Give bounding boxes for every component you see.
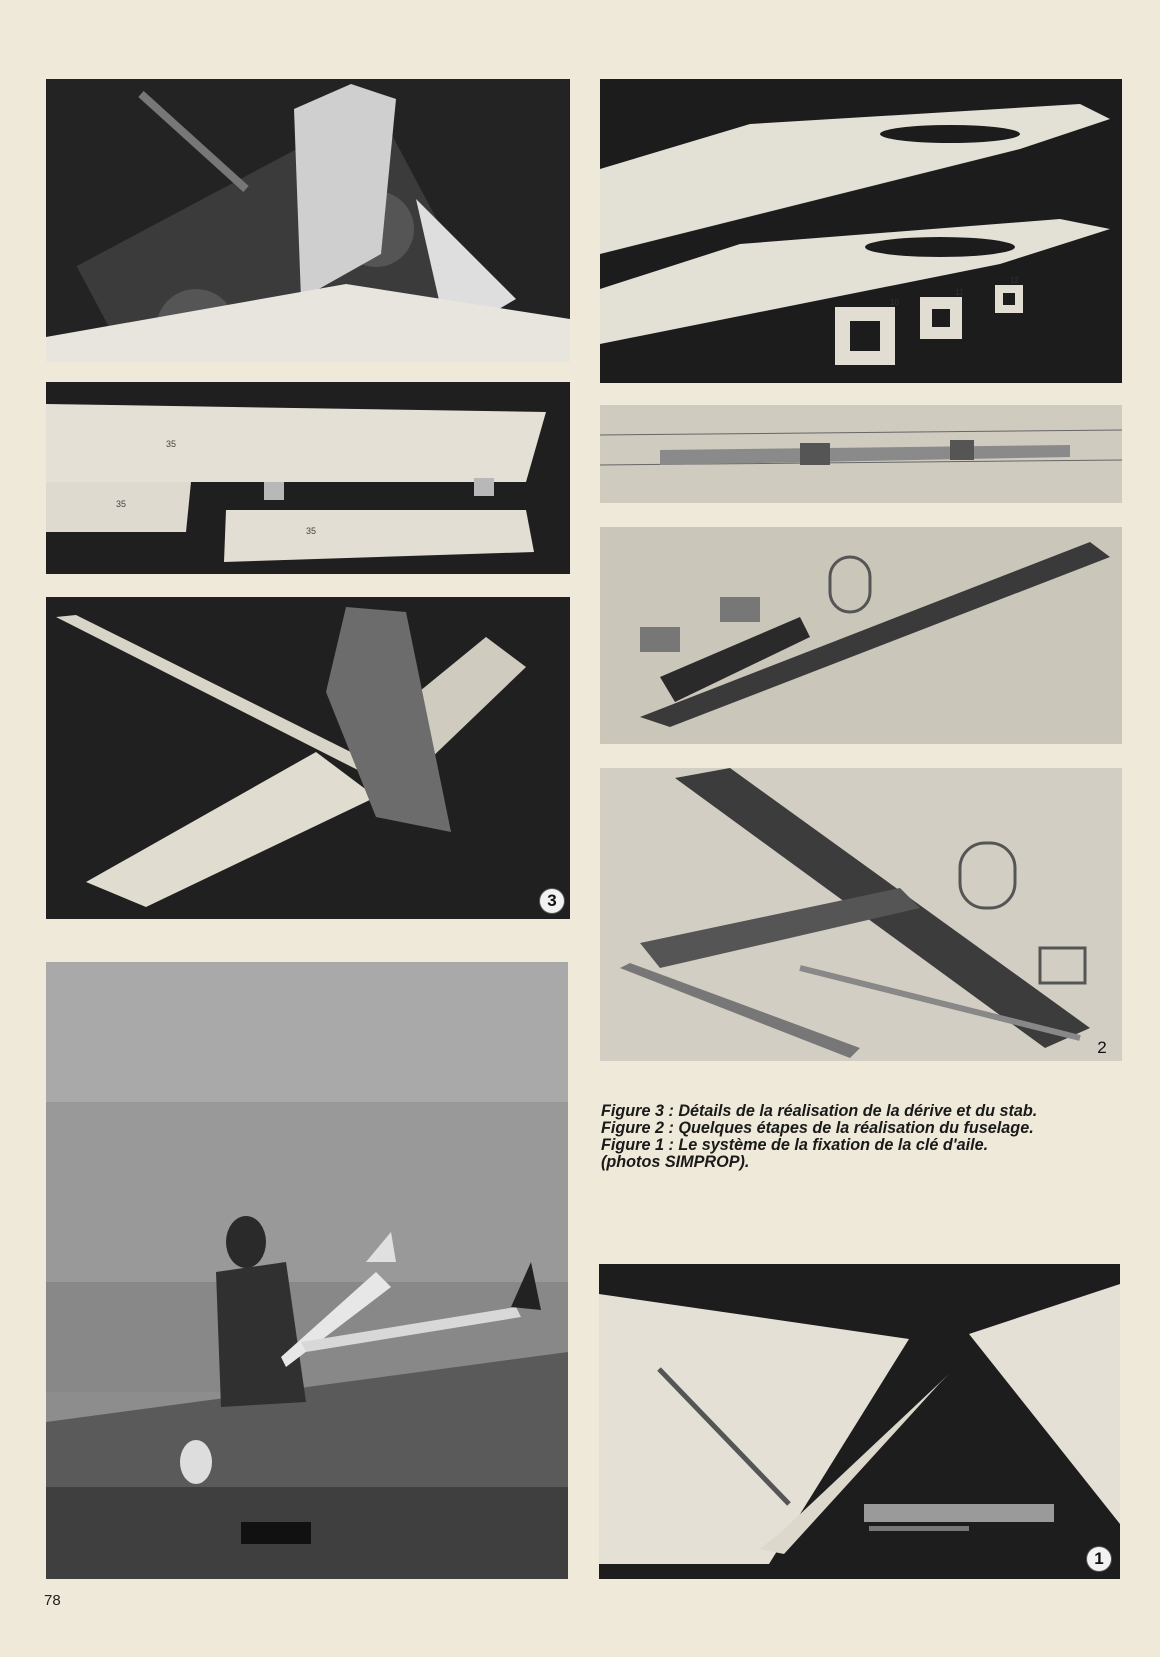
page-number: 78	[44, 1592, 61, 1609]
caption-line-figure-3: Figure 3 : Détails de la réalisation de la dérive et du stab.	[601, 1102, 1038, 1120]
photo-wing-key	[599, 1264, 1120, 1579]
part-label: 12	[1010, 276, 1019, 285]
part-label: 10	[890, 298, 899, 307]
caption-line-figure-1: Figure 1 : Le système de la fixation de la clé d'aile.	[601, 1136, 989, 1154]
photo-tail-assembly	[46, 597, 570, 919]
part-label: 35	[306, 526, 317, 536]
photo-stabilizer-parts	[46, 382, 570, 574]
photo-transmitter-tail-parts	[46, 79, 570, 362]
figure-badge-3: 3	[540, 889, 564, 913]
photo-fuselage-build-b	[600, 768, 1122, 1061]
figure-badge-1: 1	[1087, 1547, 1111, 1571]
photo-fuselage-sides	[600, 79, 1122, 383]
part-label: 35	[166, 439, 177, 449]
caption-line-credit: (photos SIMPROP).	[601, 1153, 750, 1171]
figure-caption	[601, 1103, 1121, 1171]
photo-pilot-field	[46, 962, 568, 1579]
photo-plan-strip	[600, 405, 1122, 503]
part-label: 11	[955, 288, 964, 297]
figure-badge-2: 2	[1097, 1038, 1107, 1057]
part-label: 35	[116, 499, 127, 509]
caption-line-figure-2: Figure 2 : Quelques étapes de la réalisation du fuselage.	[601, 1119, 1034, 1137]
photo-fuselage-build-a	[600, 527, 1122, 744]
